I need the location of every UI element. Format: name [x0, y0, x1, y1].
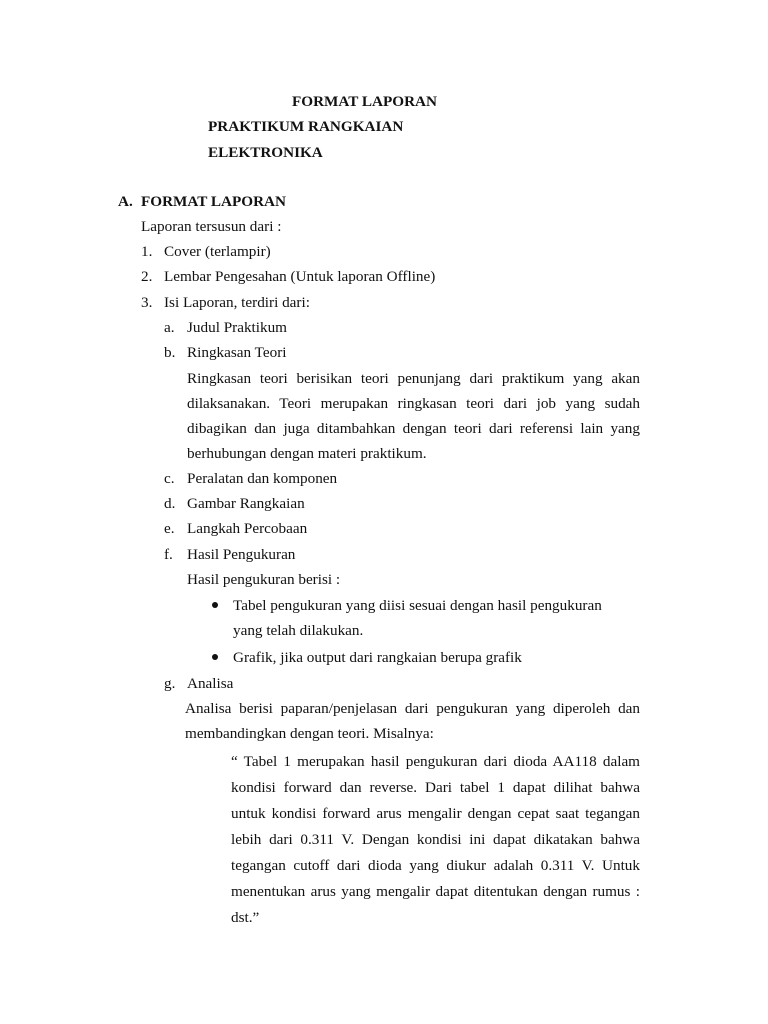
sub-item: Judul Praktikum	[187, 319, 287, 336]
sub-item: Ringkasan Teori	[187, 344, 287, 361]
paragraph-line: Hasil pengukuran berisi :	[187, 571, 341, 588]
paragraph-line: membandingkan dengan teori. Misalnya:	[185, 725, 434, 742]
sub-item: Analisa	[187, 675, 234, 692]
sub-item: Peralatan dan komponen	[187, 470, 338, 487]
quote-line: dst.”	[231, 909, 260, 926]
list-item-number: 3.	[141, 294, 153, 311]
quote-line: “ Tabel 1 merupakan hasil pengukuran dari dioda AA118 dalam	[231, 753, 640, 770]
section-marker: A.	[118, 193, 133, 210]
quote-line: menentukan arus yang mengalir dapat ditentukan dengan rumus :	[231, 883, 640, 900]
list-item: Lembar Pengesahan (Untuk laporan Offline)	[164, 268, 436, 285]
quote-line: tegangan cutoff dari dioda yang diukur adalah 0.311 V. Untuk	[231, 857, 640, 874]
list-item: Cover (terlampir)	[164, 243, 271, 260]
sub-item-letter: g.	[164, 675, 176, 692]
list-item: Isi Laporan, terdiri dari:	[164, 294, 310, 311]
sub-item-letter: e.	[164, 520, 175, 537]
sub-item-letter: d.	[164, 495, 176, 512]
quote-line: untuk kondisi forward arus mengalir dengan cepat saat tegangan	[231, 805, 640, 822]
bullet-item-line: Tabel pengukuran yang diisi sesuai dengan hasil pengukuran	[233, 597, 602, 614]
sub-item-letter: f.	[164, 546, 173, 563]
sub-item-letter: c.	[164, 470, 175, 487]
list-item-number: 1.	[141, 243, 153, 260]
paragraph-line: berhubungan dengan materi praktikum.	[187, 445, 427, 462]
sub-item-letter: b.	[164, 344, 176, 361]
paragraph-line: Ringkasan teori berisikan teori penunjang dari praktikum yang akan	[187, 370, 640, 387]
section-heading: FORMAT LAPORAN	[141, 193, 286, 210]
sub-item-letter: a.	[164, 319, 175, 336]
title-line-2: PRAKTIKUM RANGKAIAN	[208, 118, 404, 135]
bullet-icon	[212, 654, 218, 660]
bullet-icon	[212, 602, 218, 608]
section-intro: Laporan tersusun dari :	[141, 218, 282, 235]
quote-line: lebih dari 0.311 V. Dengan kondisi ini dapat dikatakan bahwa	[231, 831, 640, 848]
title-line-3: ELEKTRONIKA	[208, 144, 323, 161]
quote-line: kondisi forward dan reverse. Dari tabel 1 dapat dilihat bahwa	[231, 779, 640, 796]
paragraph-line: Analisa berisi paparan/penjelasan dari pengukuran yang diperoleh dan	[185, 700, 640, 717]
sub-item: Hasil Pengukuran	[187, 546, 296, 563]
sub-item: Gambar Rangkaian	[187, 495, 305, 512]
paragraph-line: dibagikan dan juga ditambahkan dengan teori dari referensi lain yang	[187, 420, 640, 437]
sub-item: Langkah Percobaan	[187, 520, 308, 537]
title-line-1: FORMAT LAPORAN	[292, 93, 437, 110]
list-item-number: 2.	[141, 268, 153, 285]
paragraph-line: dilaksanakan. Teori merupakan ringkasan teori dari job yang sudah	[187, 395, 640, 412]
bullet-item-line: yang telah dilakukan.	[233, 622, 364, 639]
bullet-item-line: Grafik, jika output dari rangkaian berupa grafik	[233, 649, 522, 666]
